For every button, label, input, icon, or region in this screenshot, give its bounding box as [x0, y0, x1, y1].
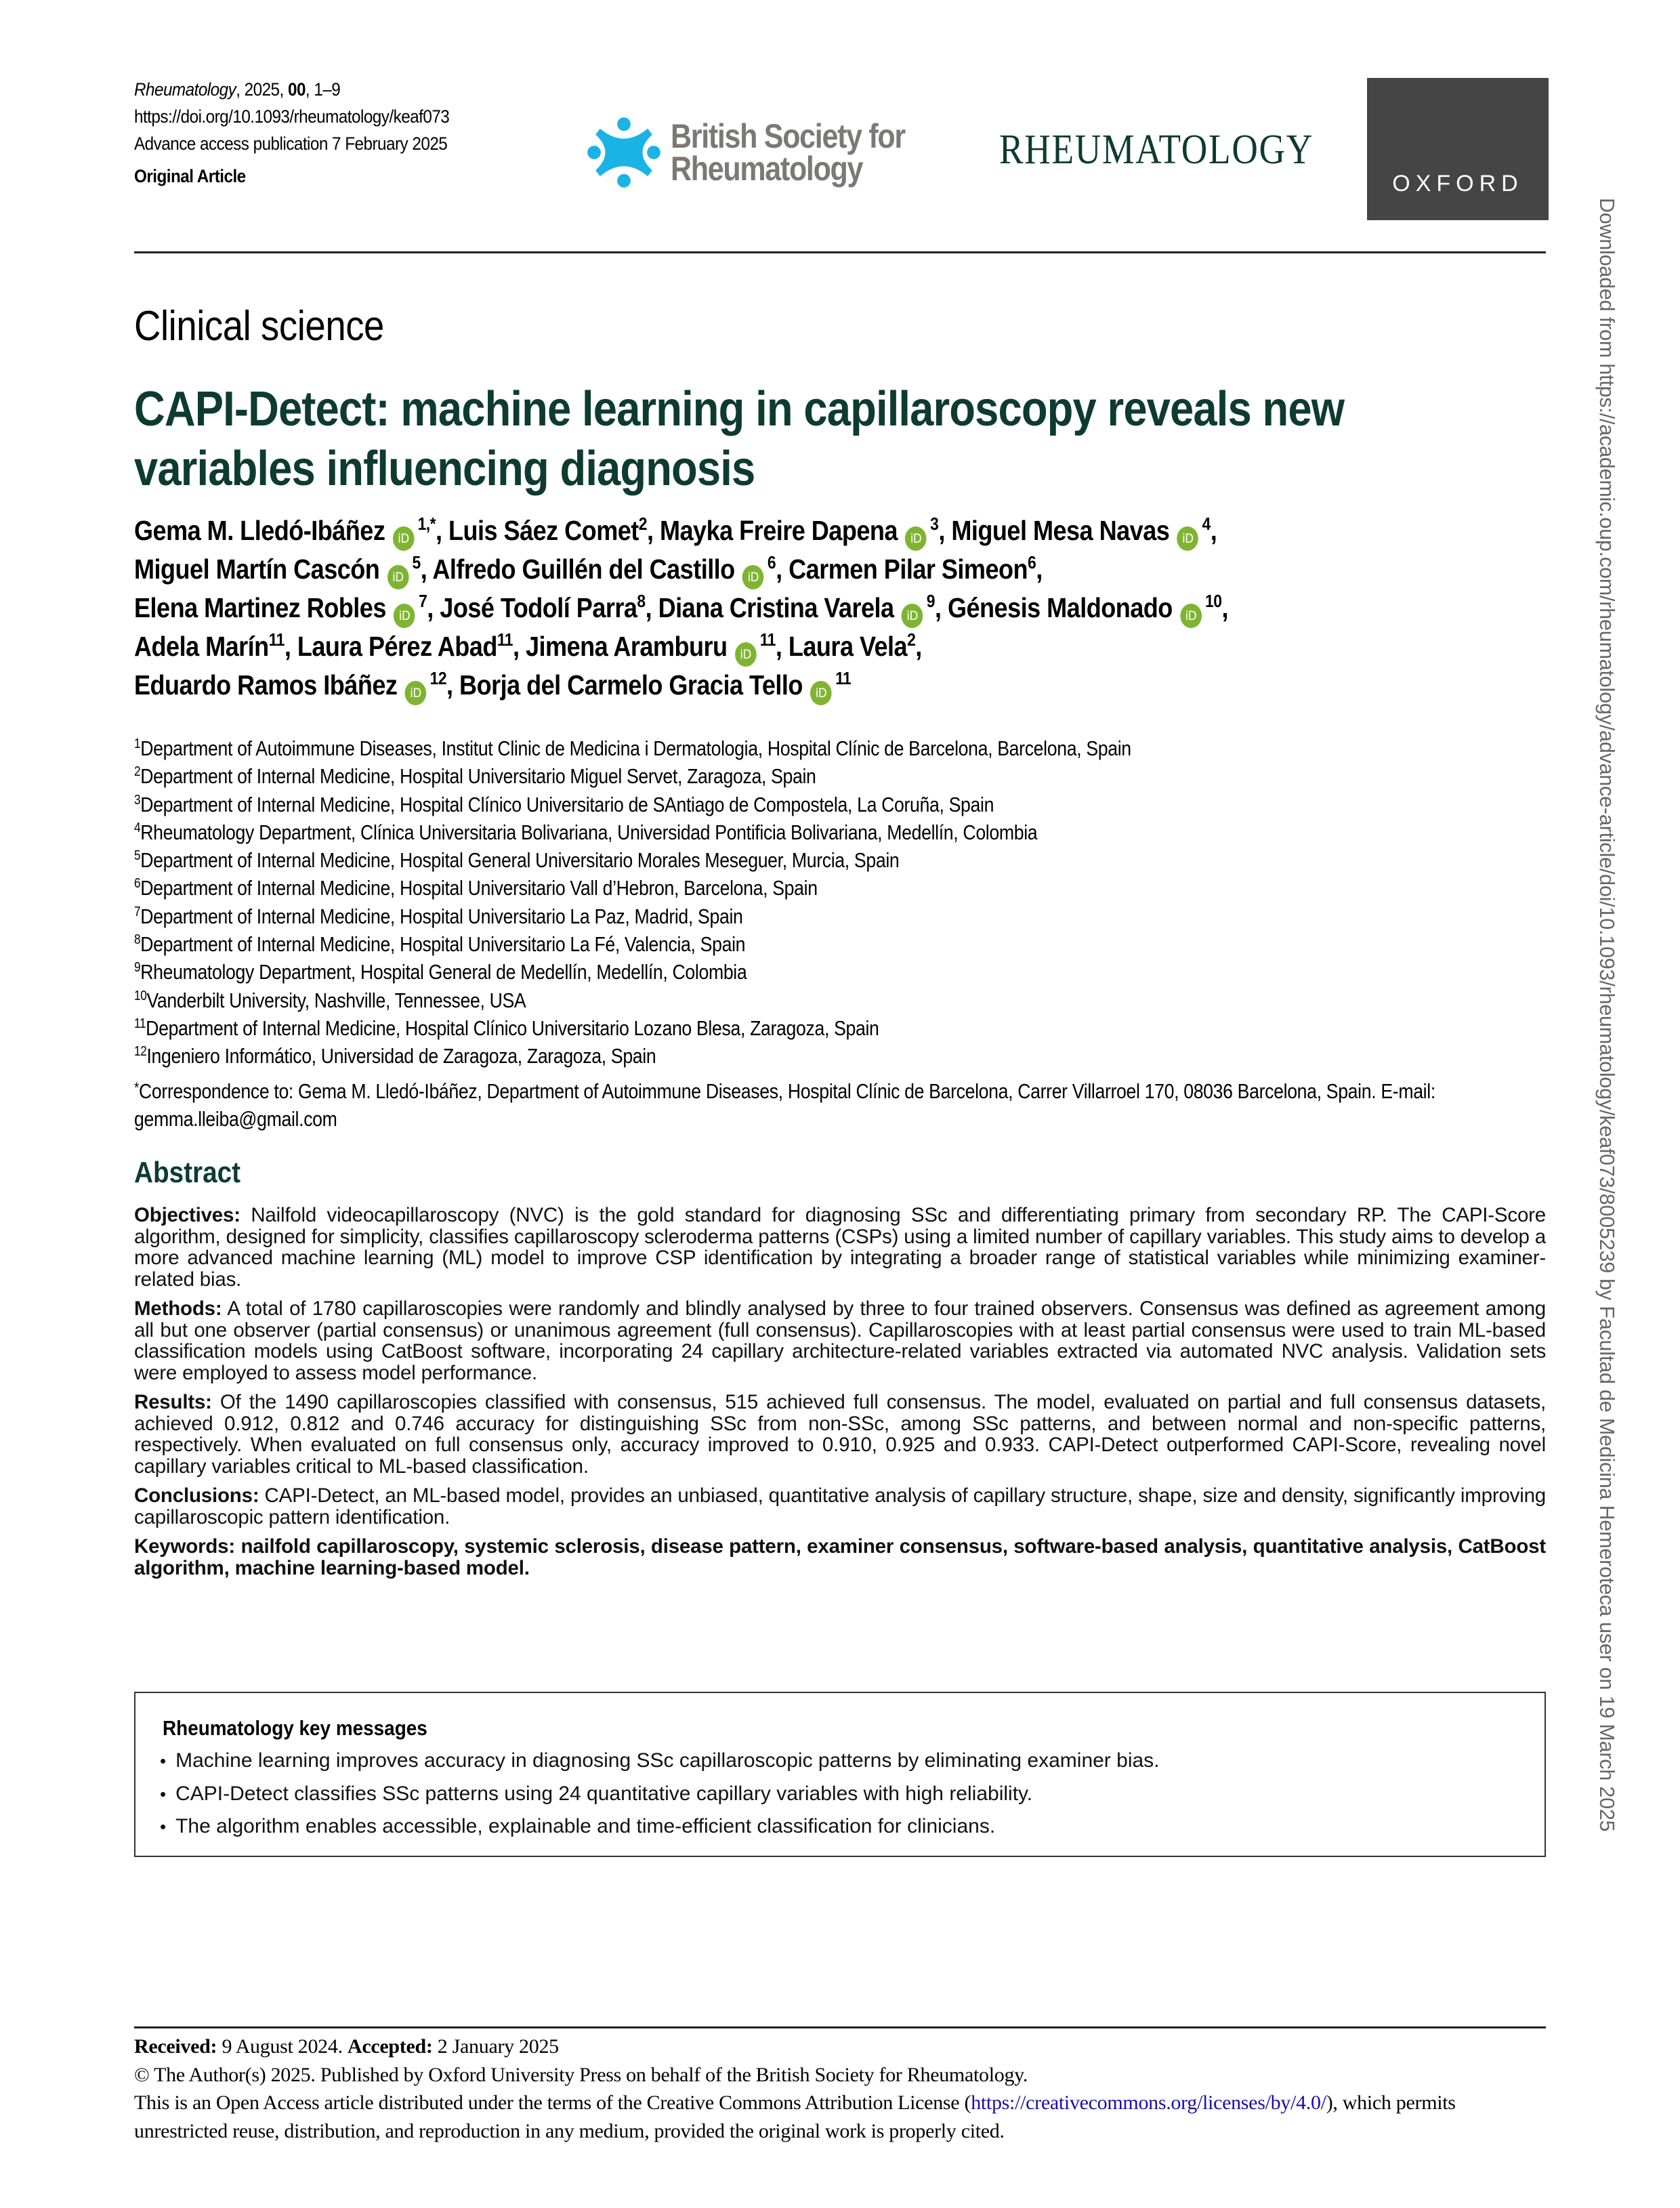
author-name: Luis Sáez Comet [448, 515, 639, 546]
key-messages-list [160, 1745, 1160, 1844]
author-name: Eduardo Ramos Ibáñez [134, 669, 398, 701]
author-name: Laura Vela [788, 631, 908, 662]
author-name: Carmen Pilar Simeon [789, 554, 1028, 585]
abstract-conclusions: Conclusions: CAPI-Detect, an ML-based model, provides an unbiased, quantitative analysis of capillary structure, shape, size and density, significantly improving capillaroscopic pattern identification. [134, 1484, 1546, 1528]
affiliation-ref: 7 [419, 591, 427, 611]
license-text: This is an Open Access article distributed under the terms of the Creative Commons Attribution License (https://creativecommons.org/licenses/by/4.0/), which permits unrestricted reuse, distribution, and reproduction in any medium, provided the original work is properly cited. [134, 2091, 1456, 2142]
affiliation-item: $^3$Department of Internal Medicine, Hospital Clínico Universitario de SAntiago de Compostela, La Coruña, Spain [134, 792, 994, 816]
affiliation-item: $^5$Department of Internal Medicine, Hospital General Universitario Morales Meseguer, Murcia, Spain [134, 848, 900, 873]
affiliation-ref: 11 [759, 629, 776, 650]
affiliation-ref: 11 [268, 629, 285, 650]
orcid-icon[interactable]: iD [735, 642, 757, 667]
author: Elena Martinez Robles $iD^7$, [134, 592, 440, 623]
orcid-icon[interactable]: iD [393, 526, 415, 551]
author-name: Jimena Aramburu [525, 631, 728, 662]
author: Adela Marín$^{11}$, [134, 629, 297, 662]
key-message-item: • The algorithm enables accessible, explainable and time-efficient classification for clinicians. [160, 1810, 1160, 1844]
affiliation-item: $^{11}$Department of Internal Medicine, Hospital Clínico Universitario Lozano Blesa, Zaragoza, Spain [134, 1016, 879, 1040]
affiliation-item: $^1$Department of Autoimmune Diseases, Institut Clinic de Medicina i Dermatologia, Hospital Clínic de Barcelona, Barcelona, Spain [134, 736, 1131, 760]
abstract-objectives: Objectives: Nailfold videocapillaroscopy (NVC) is the gold standard for diagnosing SSc and differentiating primary from secondary RP. The CAPI-Score algorithm, designed for simplicity, classifies capillaroscopy scleroderma patterns (CSPs) using a limited number of capillary variables. This study aims to develop a more advanced machine learning (ML) model to improve CSP identification by integrating a broader range of statistical variables while minimizing examiner-related bias. [134, 1204, 1546, 1291]
abstract-body [134, 1205, 1546, 1587]
orcid-icon[interactable]: iD [1180, 604, 1202, 628]
section-label: Clinical science [134, 303, 384, 350]
affiliation-ref: 1,* [417, 514, 436, 534]
affiliation-item: $^2$Department of Internal Medicine, Hospital Universitario Miguel Servet, Zaragoza, Spain [134, 764, 816, 789]
author-name: Elena Martinez Robles [134, 592, 386, 623]
author: Diana Cristina Varela $iD^9$, [658, 592, 948, 623]
oxford-logo [1367, 78, 1549, 220]
affiliation-ref: 9 [926, 591, 935, 611]
correspondence: *Correspondence to: Gema M. Lledó-Ibáñez, Department of Autoimmune Diseases, Hospital Clínic de Barcelona, Carrer Villarroel 170, 08036 Barcelona, Spain. E-mail: gemma.lleiba@gmail.com [134, 1079, 1435, 1131]
orcid-icon[interactable]: iD [902, 604, 923, 628]
affiliation-ref: 6 [1028, 552, 1036, 572]
citation-line: Rheumatology, 2025, 00, 1–9 [134, 79, 341, 100]
author: Alfredo Guillén del Castillo $iD^6$, [432, 554, 789, 585]
author-name: Borja del Carmelo Gracia Tello [459, 669, 803, 701]
affiliation-ref: 8 [637, 591, 646, 611]
affiliation-item: $^8$Department of Internal Medicine, Hospital Universitario La Fé, Valencia, Spain [134, 932, 746, 957]
author-name: Gema M. Lledó-Ibáñez [134, 515, 385, 546]
affiliation-list [134, 734, 1503, 1070]
author-name: José Todolí Parra [440, 592, 637, 623]
affiliation-ref: 11 [835, 668, 852, 688]
pages: , 1–9 [305, 79, 341, 100]
abstract-heading: Abstract [134, 1156, 241, 1189]
author: Génesis Maldonado $iD^{10}$, [948, 592, 1228, 623]
author: Miguel Martín Cascón $iD^5$, [134, 554, 432, 585]
affiliation-item: $^{10}$Vanderbilt University, Nashville, Tennessee, USA [134, 988, 526, 1012]
affiliation-ref: 6 [767, 552, 776, 572]
author-name: Alfredo Guillén del Castillo [432, 554, 735, 585]
abstract-methods: Methods: A total of 1780 capillaroscopies were randomly and blindly analysed by three to four trained observers. Consensus was defined as agreement among all but one observer (partial consensus) or unanimous agreement (full consensus). Capillaroscopies with at least partial consensus were used to train ML-based classification models using CatBoost software, incorporating 24 capillary architecture-related variables extracted via automated NVC analysis. Validation sets were employed to assess model performance. [134, 1297, 1546, 1384]
author [459, 669, 851, 701]
author: Jimena Aramburu $iD^{11}$, [526, 631, 789, 662]
author: Luis Sáez Comet$^2$, [448, 514, 660, 546]
author: Mayka Freire Dapena $iD^3$, [660, 515, 951, 546]
affiliation-ref: 2 [907, 629, 916, 650]
orcid-icon[interactable]: iD [394, 604, 415, 628]
author-name: Laura Pérez Abad [297, 631, 497, 662]
bsr-logo [587, 115, 943, 190]
affiliation-ref: 5 [412, 552, 421, 572]
author: Eduardo Ramos Ibáñez $iD^{12}$, [134, 669, 459, 701]
article-title: CAPI-Detect: machine learning in capillaroscopy reveals new variables influencing diagnosis [134, 382, 1345, 496]
volume: 00 [287, 79, 306, 100]
copyright-line: © The Author(s) 2025. Published by Oxford University Press on behalf of the British Society for Rheumatology. [134, 2063, 1028, 2086]
affiliation-ref: 11 [497, 629, 513, 650]
oxford-wordmark: OXFORD [1392, 171, 1524, 196]
key-messages-box [134, 1692, 1546, 1857]
author-name: Mayka Freire Dapena [659, 515, 898, 546]
advance-access-date: Advance access publication 7 February 2025 [134, 133, 448, 154]
footer-divider [134, 2026, 1546, 2028]
affiliation-ref: 2 [638, 514, 647, 534]
affiliation-ref: 10 [1205, 591, 1222, 611]
affiliation-ref: 12 [429, 668, 447, 688]
key-message-item: • CAPI-Detect classifies SSc patterns using 24 quantitative capillary variables with high reliability. [160, 1778, 1160, 1811]
affiliation-ref: 3 [930, 514, 939, 534]
download-notice: Downloaded from https://academic.oup.com/rheumatology/advance-article/doi/10.1093/rheumatology/keaf073/8005239 by Facultad de Medicina Hemeroteca user on 19 March 2025 [1595, 198, 1618, 1832]
publication-footer [134, 2033, 1546, 2145]
orcid-icon[interactable]: iD [405, 681, 427, 705]
author: Miguel Mesa Navas $iD^4$, [951, 515, 1217, 546]
affiliation-item: $^6$Department of Internal Medicine, Hospital Universitario Vall d’Hebron, Barcelona, Spain [134, 876, 818, 900]
author-name: Miguel Martín Cascón [134, 554, 380, 585]
bsr-figure-icon [587, 115, 661, 190]
header-divider [134, 251, 1546, 253]
doi-link[interactable]: https://doi.org/10.1093/rheumatology/keaf073 [134, 106, 450, 127]
affiliation-item: $^4$Rheumatology Department, Clínica Universitaria Bolivariana, Universidad Pontificia Bolivariana, Medellín, Colombia [134, 820, 1038, 844]
bsr-wordmark: British Society for Rheumatology [671, 117, 905, 188]
affiliation-item: $^9$Rheumatology Department, Hospital General de Medellín, Medellín, Colombia [134, 960, 747, 984]
author: Laura Pérez Abad$^{11}$, [297, 629, 526, 662]
author-name: Miguel Mesa Navas [951, 515, 1170, 546]
article-type: Original Article [134, 166, 246, 186]
dates-line: Received: 9 August 2024. Accepted: 2 January 2025 [134, 2035, 559, 2058]
orcid-icon[interactable]: iD [387, 565, 409, 589]
journal-name: Rheumatology [134, 79, 236, 100]
affiliation-item: $^{12}$Ingeniero Informático, Universidad de Zaragoza, Zaragoza, Spain [134, 1044, 656, 1068]
orcid-icon[interactable]: iD [742, 565, 764, 589]
author-name: Diana Cristina Varela [658, 592, 894, 623]
orcid-icon[interactable]: iD [810, 681, 832, 705]
author-name: Génesis Maldonado [947, 592, 1173, 623]
author: Gema M. Lledó-Ibáñez $iD^{1,*}$, [134, 515, 448, 546]
author-list [134, 512, 1553, 705]
orcid-icon[interactable]: iD [905, 526, 927, 551]
key-message-item: • Machine learning improves accuracy in diagnosing SSc capillaroscopic patterns by eliminating examiner bias. [160, 1745, 1160, 1778]
key-messages-title: Rheumatology key messages [163, 1716, 427, 1740]
author: José Todolí Parra$^8$, [440, 591, 658, 623]
orcid-icon[interactable]: iD [1177, 526, 1199, 551]
abstract-keywords: Keywords: nailfold capillaroscopy, systemic sclerosis, disease pattern, examiner consensus, software-based analysis, quantitative analysis, CatBoost algorithm, machine learning-based model. [134, 1535, 1546, 1579]
abstract-results: Results: Of the 1490 capillaroscopies classified with consensus, 515 achieved full consensus. The model, evaluated on partial and full consensus datasets, achieved 0.912, 0.812 and 0.746 accuracy for distinguishing SSc from non-SSc, among SSc patterns, and between normal and non-specific patterns, respectively. When evaluated on full consensus only, accuracy improved to 0.910, 0.925 and 0.933. CAPI-Detect outperformed CAPI-Score, revealing novel capillary variables critical to ML-based classification. [134, 1391, 1546, 1478]
author: Laura Vela$^2$, [788, 629, 922, 662]
affiliation-ref: 4 [1202, 514, 1211, 534]
citation-block [134, 76, 449, 190]
affiliation-item: $^7$Department of Internal Medicine, Hospital Universitario La Paz, Madrid, Spain [134, 904, 743, 928]
author: Carmen Pilar Simeon$^6$, [789, 552, 1043, 585]
author-name: Adela Marín [134, 631, 269, 662]
journal-wordmark: RHEUMATOLOGY [999, 127, 1314, 173]
license-link[interactable]: https://creativecommons.org/licenses/by/4.0/ [971, 2091, 1326, 2114]
